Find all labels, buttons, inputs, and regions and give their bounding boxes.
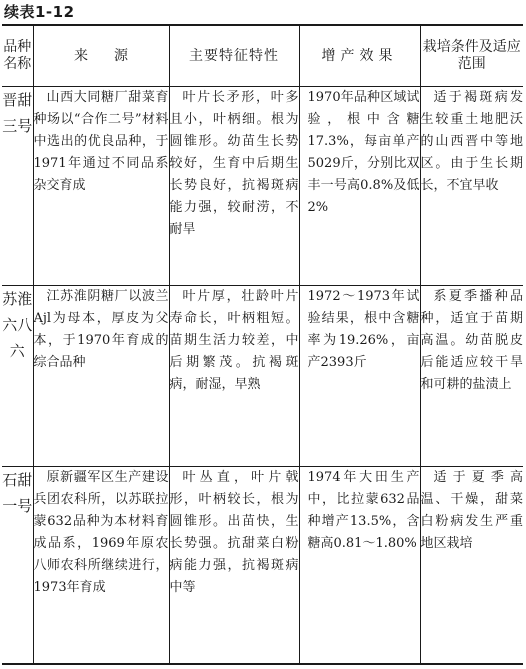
table-row [2, 87, 523, 286]
source-cell: 江苏淮阴糖厂以波兰Ajl为母本，厚皮为父本，于1970年育成的综合品种 [33, 286, 169, 467]
source-cell: 原新疆军区生产建设兵团农科所，以苏联拉蒙632品种为本材料育成品系，1969年原农八师农科所继续进行，1973年育成 [33, 467, 169, 665]
table-row [2, 467, 523, 665]
table-row [2, 286, 523, 467]
header-variety-name: 品种名称 [2, 25, 33, 87]
header-conditions: 栽培条件及适应范围 [420, 25, 523, 87]
source-cell: 山西大同糖厂甜菜育种场以“合作二号”材料中选出的优良品种，于1971年通过不同品系杂交育成 [33, 87, 169, 286]
conditions-cell: 适于夏季高温、干燥，甜菜白粉病发生严重地区栽培 [420, 467, 523, 665]
features-cell: 叶片厚，壮龄叶片寿命长，叶柄粗短。苗期生活力较差，中后期繁茂。抗褐斑病，耐湿，早熟 [169, 286, 299, 467]
header-yield-effect: 增产效果 [299, 25, 420, 87]
header-row [2, 25, 523, 87]
conditions-cell: 系夏季播种品种，适宜于苗期高温。幼苗脱皮后能适应较干旱和可耕的盐渍上 [420, 286, 523, 467]
conditions-cell: 适于褐斑病发生较重土地肥沃的山西晋中等地区。由于生长期长，不宜早收 [420, 87, 523, 286]
table-caption: 续表1-12 [4, 3, 75, 21]
variety-name-cell: 晋甜三号 [2, 87, 33, 286]
yield-cell: 1974年大田生产中，比拉蒙632品种增产13.5%，含糖高0.81～1.80% [299, 467, 420, 665]
header-features: 主要特征特性 [169, 25, 299, 87]
header-source: 来源 [33, 25, 169, 87]
variety-name-cell: 石甜一号 [2, 467, 33, 665]
features-cell: 叶片长矛形，叶多且小，叶柄细。根为圆锥形。幼苗生长势较好，生育中后期生长势良好，抗褐斑病能力强，较耐涝，不耐旱 [169, 87, 299, 286]
variety-name-cell: 苏淮六八六 [2, 286, 33, 467]
yield-cell: 1972～1973年试验结果，根中含糖率为19.26%，亩产2393斤 [299, 286, 420, 467]
features-cell: 叶丛直，叶片戟形，叶柄较长，根为圆锥形。出苗快，生长势强。抗甜菜白粉病能力强，抗褐斑病中等 [169, 467, 299, 665]
variety-table [2, 24, 523, 665]
yield-cell: 1970年品种区域试验，根中含糖17.3%，每亩单产5029斤，分别比双丰一号高0.8%及低2% [299, 87, 420, 286]
